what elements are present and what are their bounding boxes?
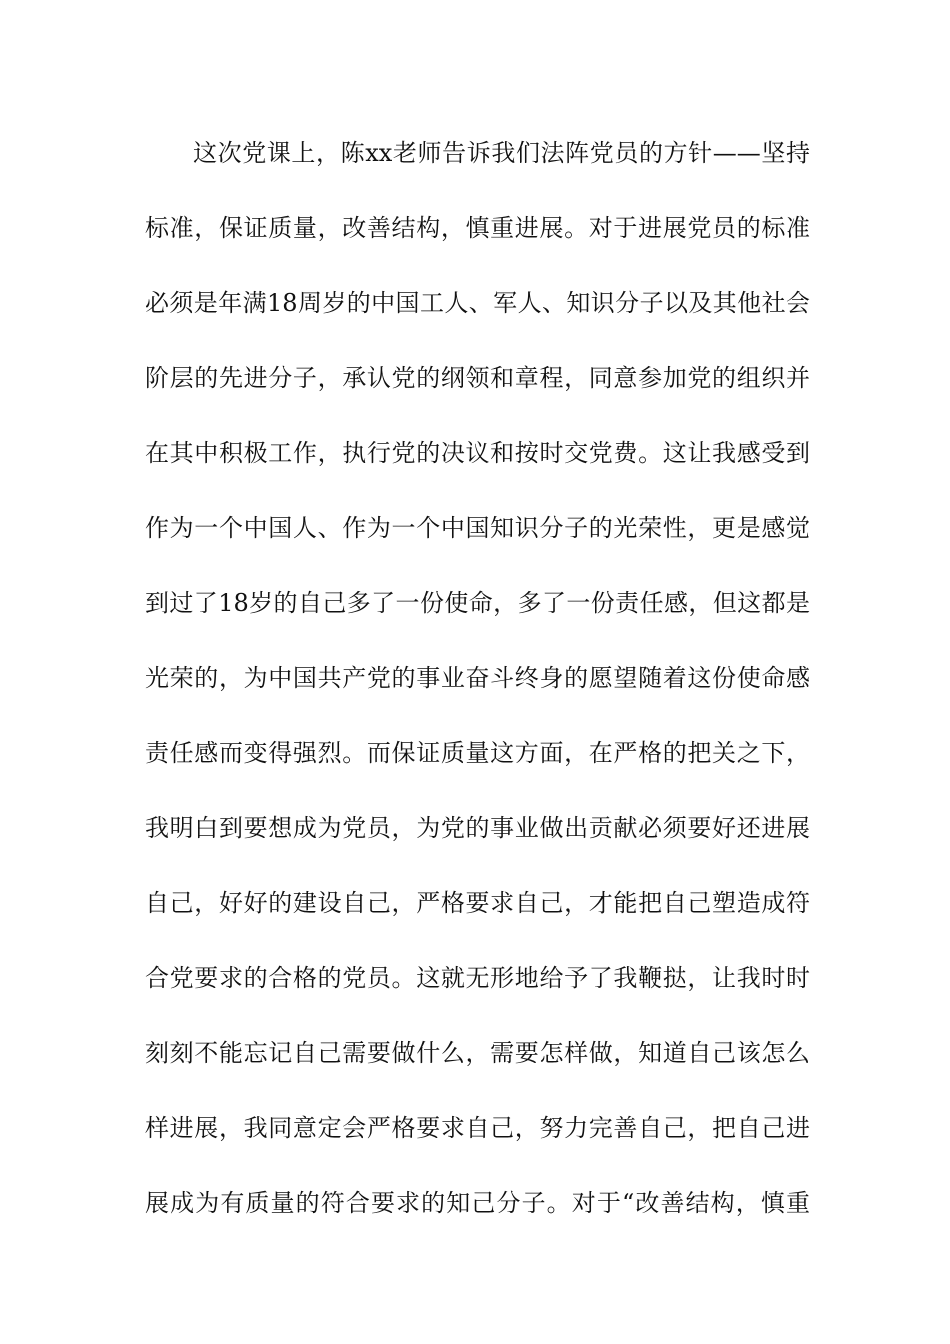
text-line-12: 合党要求的合格的党员。这就无形地给予了我鞭挞，让我时时 bbox=[145, 964, 810, 992]
text-line-3: 必须是年满18周岁的中国工人、军人、知识分子以及其他社会 bbox=[145, 289, 810, 317]
text-line-4: 阶层的先进分子，承认党的纲领和章程，同意参加党的组织并 bbox=[145, 364, 810, 392]
text-line-14: 样进展，我同意定会严格要求自己，努力完善自己，把自己进 bbox=[145, 1114, 810, 1142]
text-line-15: 展成为有质量的符合要求的知己分子。对于“改善结构，慎重 bbox=[145, 1189, 810, 1217]
paragraph bbox=[145, 128, 810, 1253]
text-line-13: 刻刻不能忘记自己需要做什么，需要怎样做，知道自己该怎么 bbox=[145, 1039, 810, 1067]
text-line-2: 标准，保证质量，改善结构，慎重进展。对于进展党员的标准 bbox=[145, 214, 810, 242]
text-line-1: 这次党课上，陈xx老师告诉我们法阵党员的方针——坚持 bbox=[193, 139, 810, 167]
text-line-11: 自己，好好的建设自己，严格要求自己，才能把自己塑造成符 bbox=[145, 889, 810, 917]
text-line-9: 责任感而变得强烈。而保证质量这方面，在严格的把关之下， bbox=[145, 739, 810, 767]
text-line-5: 在其中积极工作，执行党的决议和按时交党费。这让我感受到 bbox=[145, 439, 810, 467]
text-line-7: 到过了18岁的自己多了一份使命，多了一份责任感，但这都是 bbox=[145, 589, 810, 617]
text-line-8: 光荣的，为中国共产党的事业奋斗终身的愿望随着这份使命感 bbox=[145, 664, 810, 692]
text-line-10: 我明白到要想成为党员，为党的事业做出贡献必须要好还进展 bbox=[145, 814, 810, 842]
text-line-6: 作为一个中国人、作为一个中国知识分子的光荣性，更是感觉 bbox=[145, 514, 810, 542]
